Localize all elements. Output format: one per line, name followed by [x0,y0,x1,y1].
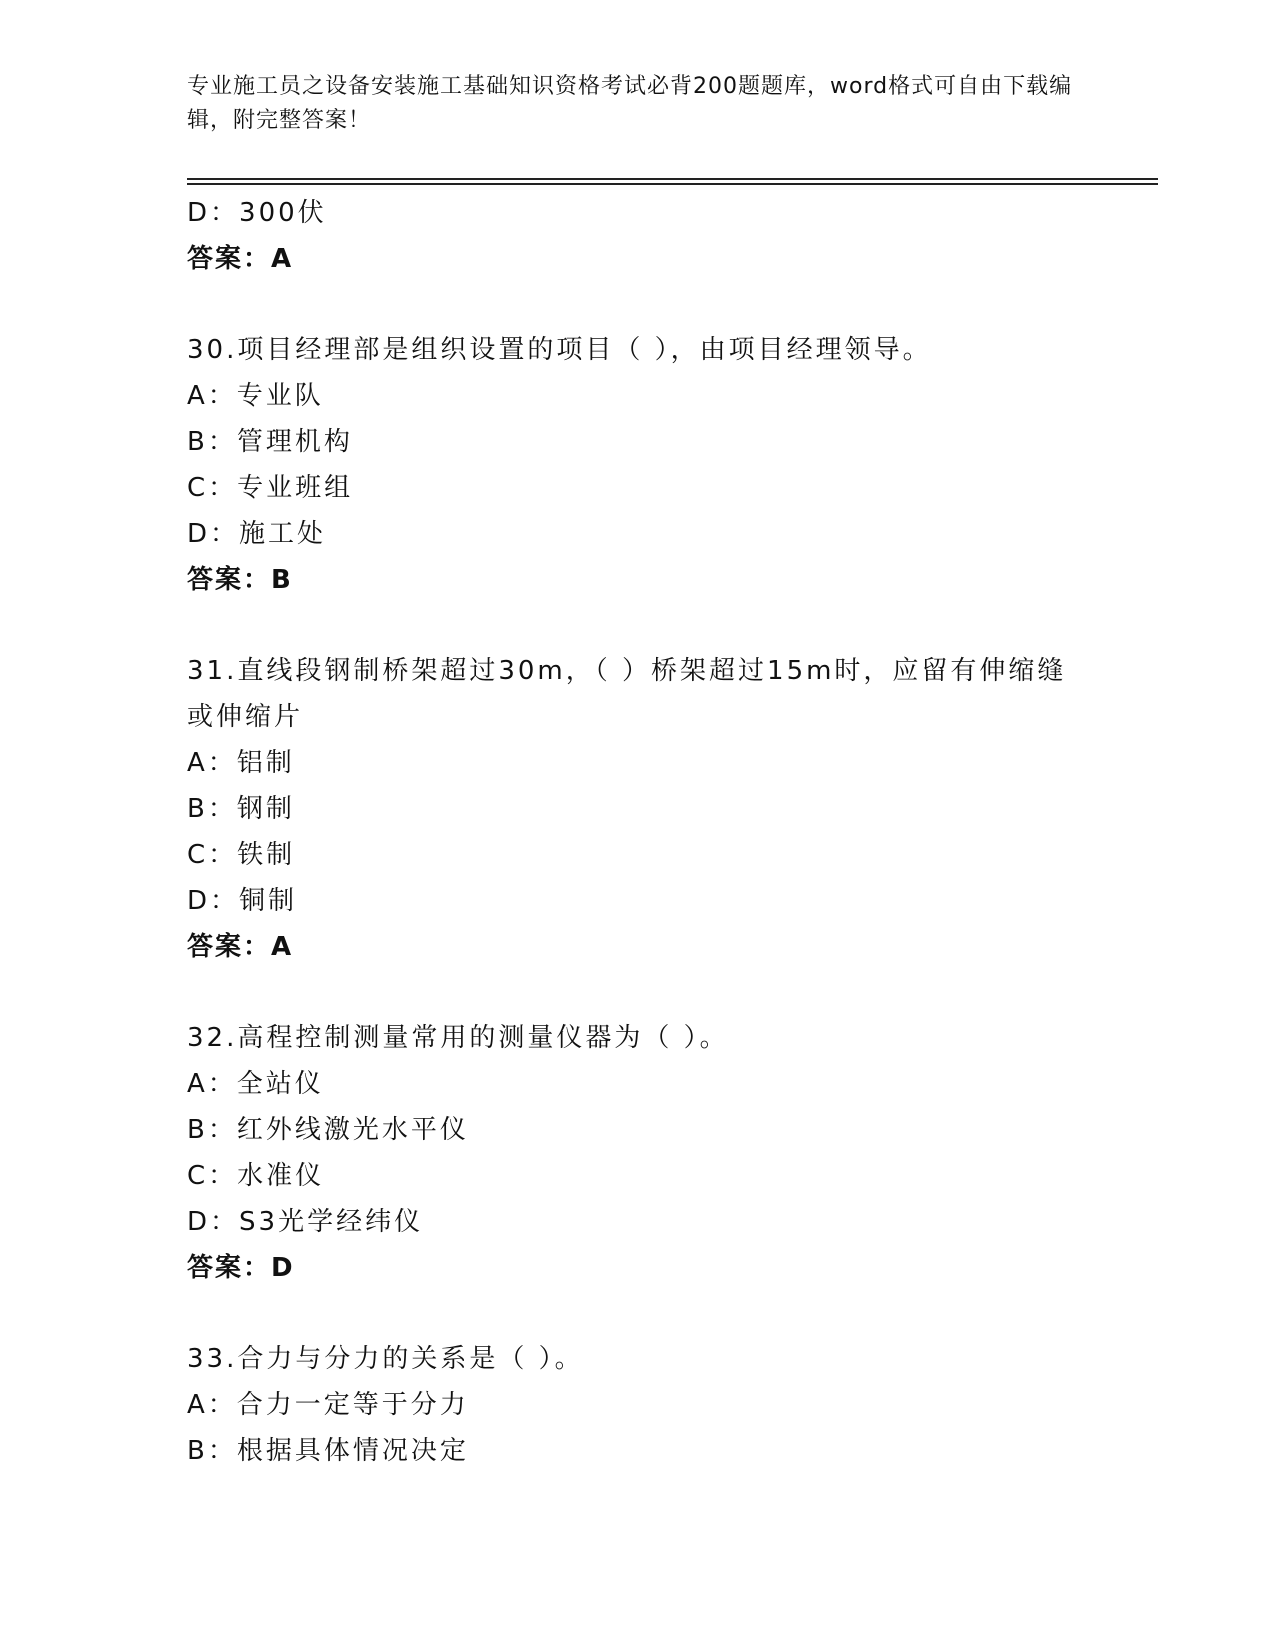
option-b: B：管理机构 [187,427,353,457]
answer-line: 答案：A [187,932,294,962]
question-stem: 31.直线段钢制桥架超过30m，（ ）桥架超过15m时，应留有伸缩缝或伸缩片 [187,656,1067,732]
spacer [187,282,1087,327]
option-d: D：300伏 [187,198,327,228]
option-b: B：红外线激光水平仪 [187,1115,469,1145]
spacer [187,1291,1087,1336]
option-d: D：铜制 [187,886,298,916]
document-header: 专业施工员之设备安装施工基础知识资格考试必背200题题库，word格式可自由下载编辑，附完整答案！ [187,74,1073,133]
option-d: D：S3光学经纬仪 [187,1207,424,1237]
header-rule-bottom [187,183,1158,185]
option-b: B：根据具体情况决定 [187,1436,469,1466]
question-stem: 32.高程控制测量常用的测量仪器为（ ）。 [187,1023,729,1053]
question-stem: 30.项目经理部是组织设置的项目（ ），由项目经理领导。 [187,335,932,365]
question-stem: 33.合力与分力的关系是（ ）。 [187,1344,584,1374]
option-b: B：钢制 [187,794,295,824]
spacer [187,603,1087,648]
option-c: C：专业班组 [187,473,354,503]
answer-line: 答案：D [187,1253,295,1283]
answer-line: 答案：A [187,244,294,274]
option-c: C：铁制 [187,840,296,870]
option-a: A：合力一定等于分力 [187,1390,469,1420]
answer-line: 答案：B [187,565,293,595]
spacer [187,970,1087,1015]
question-list [187,190,1087,1474]
option-a: A：专业队 [187,381,324,411]
header-rule-top [187,178,1158,180]
option-a: A：全站仪 [187,1069,324,1099]
option-c: C：水准仪 [187,1161,325,1191]
option-d: D：施工处 [187,519,327,549]
option-a: A：铝制 [187,748,295,778]
